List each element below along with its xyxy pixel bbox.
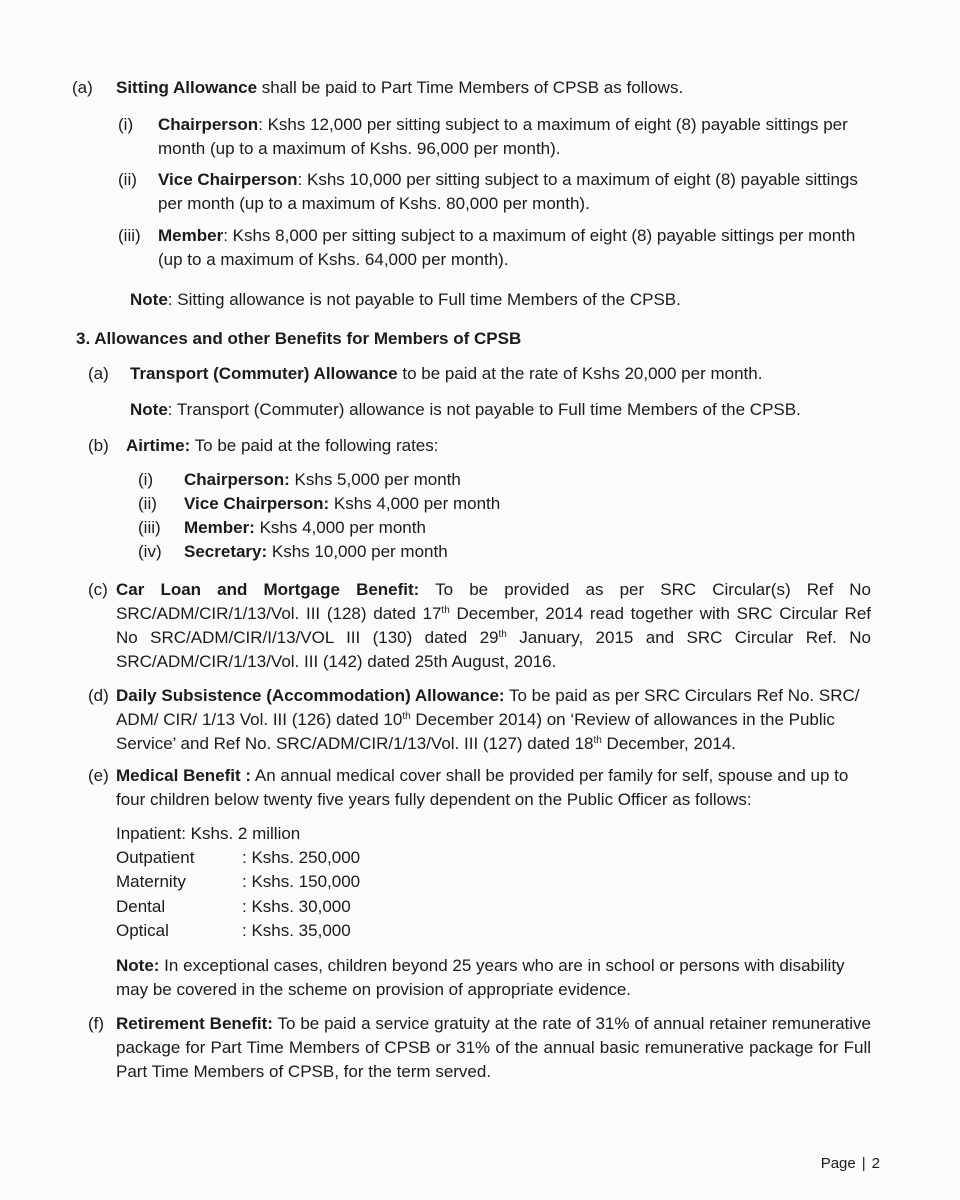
medical-row-value: : Kshs. 250,000 [242,848,361,867]
section-a-note [130,288,890,312]
page-footer [821,1155,880,1172]
airtime-title: Chairperson: [184,470,290,489]
s3-c-label: (c) [88,580,108,599]
airtime-value: Kshs 10,000 per month [267,542,448,561]
s3-a-text [130,362,890,386]
item-title: Chairperson [158,115,259,134]
note-label: Note [130,290,168,309]
s3-f-title: Retirement Benefit: [116,1014,273,1033]
section-a-text: shall be paid to Part Time Members of CPSB as follows. [257,78,684,97]
airtime-label-ii: (ii) [138,494,157,513]
s3-a-label: (a) [88,364,109,383]
medical-row-name: Maternity [116,872,186,891]
s3-f-body: To be paid a service gratuity at the rate of 31% of annual retainer remunerative package for Part Time Members of CPSB or 31% of the annual basic remunerative package for Full Part Time Members of CPSB, for the term served. [116,1014,871,1081]
medical-row-value: : Kshs. 30,000 [242,897,351,916]
page-label: Page [820,1155,856,1172]
airtime-title: Secretary: [184,542,268,561]
medical-row-name: Dental [116,897,166,916]
medical-row-name: Optical [116,921,169,940]
s3-f-text [116,1012,871,1084]
s3-d-text [116,684,876,756]
note-text: : Sitting allowance is not payable to Full time Members of the CPSB. [167,290,681,309]
item-text: : Kshs 8,000 per sitting subject to a maximum of eight (8) payable sittings per month (up to a maximum of Kshs. 64,000 per month). [158,226,856,269]
item-vice-chairperson [158,168,878,216]
item-iii-label: (iii) [118,226,141,245]
s3-a-body: to be paid at the rate of Kshs 20,000 per month. [397,364,763,383]
section-a-intro [116,76,896,100]
note-text: In exceptional cases, children beyond 25 years who are in school or persons with disability may be covered in the scheme on provision of appropriate evidence. [116,956,845,999]
item-chairperson [158,113,878,161]
s3-d-title: Daily Subsistence (Accommodation) Allowance: [116,686,505,705]
airtime-value: Kshs 4,000 per month [329,494,501,513]
s3-c-text [116,578,871,674]
airtime-member [184,516,426,540]
s3-d-body-1: To be paid as per SRC Circulars Ref No. SRC/ ADM/ CIR/ 1/13 Vol. III (126) dated 10 [116,686,860,729]
superscript: th [441,605,450,616]
s3-d-body-3: December, 2014. [601,734,737,753]
s3-f-label: (f) [88,1014,105,1033]
superscript: th [593,735,602,746]
s3-c-title: Car Loan and Mortgage Benefit: [116,580,420,599]
s3-e-body: An annual medical cover shall be provided per family for self, spouse and up to four children below twenty five years fully dependent on the Public Officer as follows: [116,766,849,809]
airtime-label-iv: (iv) [138,542,162,561]
medical-inpatient: Inpatient: Kshs. 2 million [116,824,301,843]
s3-e-note [116,954,876,1002]
s3-e-text [116,764,876,812]
airtime-value: Kshs 5,000 per month [289,470,461,489]
s3-b-text [126,434,886,458]
s3-c-body-3: January, 2015 and SRC Circular Ref. No SRC/ADM/CIR/1/13/Vol. III (142) dated 25th August, 2016. [116,628,871,671]
s3-e-title: Medical Benefit : [116,766,252,785]
page-separator: | [861,1155,866,1172]
s3-d-body-2: December 2014) on ‘Review of allowances in the Public Service’ and Ref No. SRC/ADM/CIR/1/13/Vol. III (127) dated 18 [116,710,835,753]
item-text: : Kshs 12,000 per sitting subject to a maximum of eight (8) payable sittings per month (up to a maximum of Kshs. 96,000 per month). [158,115,848,158]
item-member [158,224,878,272]
airtime-title: Member: [184,518,255,537]
airtime-title: Vice Chairperson: [184,494,330,513]
section-a-label: (a) [72,78,93,97]
medical-row-name: Outpatient [116,848,195,867]
s3-a-title: Transport (Commuter) Allowance [130,364,398,383]
airtime-chairperson [184,468,461,492]
airtime-value: Kshs 4,000 per month [254,518,426,537]
item-title: Vice Chairperson [158,170,298,189]
page-number: 2 [871,1155,880,1172]
s3-b-body: To be paid at the following rates: [190,436,439,455]
s3-e-label: (e) [88,766,109,785]
item-i-label: (i) [118,115,134,134]
section-3-heading: 3. Allowances and other Benefits for Members of CPSB [76,329,522,348]
s3-b-title: Airtime: [126,436,191,455]
s3-a-note [130,398,890,422]
section-a-title: Sitting Allowance [116,78,258,97]
s3-d-label: (d) [88,686,109,705]
item-title: Member [158,226,224,245]
s3-c-body-1: To be provided as per SRC Circular(s) Ref No SRC/ADM/CIR/1/13/Vol. III (128) dated 17 [116,580,871,623]
medical-row-value: : Kshs. 35,000 [242,921,351,940]
medical-row-value: : Kshs. 150,000 [242,872,361,891]
s3-c-body-2: December, 2014 read together with SRC Circular Ref No SRC/ADM/CIR/I/13/VOL III (130) dated 29 [116,604,871,647]
airtime-label-i: (i) [138,470,154,489]
airtime-secretary [184,540,448,564]
s3-b-label: (b) [88,436,109,455]
airtime-vice-chairperson [184,492,500,516]
note-text: : Transport (Commuter) allowance is not payable to Full time Members of the CPSB. [167,400,801,419]
superscript: th [498,629,507,640]
superscript: th [402,711,411,722]
note-label: Note [130,400,168,419]
item-text: : Kshs 10,000 per sitting subject to a maximum of eight (8) payable sittings per month (up to a maximum of Kshs. 80,000 per month). [158,170,858,213]
item-ii-label: (ii) [118,170,137,189]
airtime-label-iii: (iii) [138,518,161,537]
note-label: Note: [116,956,160,975]
